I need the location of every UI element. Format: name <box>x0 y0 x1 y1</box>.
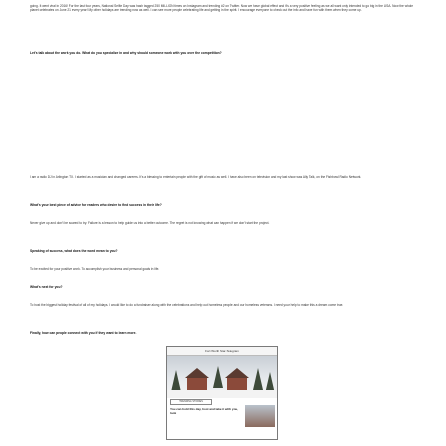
roof-shape <box>225 368 249 378</box>
tree-icon <box>253 368 263 390</box>
answer-advice: Never give up and don't be scared to try. Failure is a lesson to help guide us into a better outcome. The regret is not knowing what can happen if we don't start the project. <box>30 221 270 225</box>
intro-paragraph: going. It went viral in 2016! For the last four years, National Selfie Day was hash tagged 250 MILLION times on Instagram and trending #2 on Twitter. Now we have global effect and it's a very positive feeling as we all want only intended to go big in the USA. Now the whole planet celebrates on June 21 every year! My other holidays are trending now as well. I can see more people celebrating life and getting in the spirit. I encourage everyone to check out the info and have fun with them when they come up. <box>30 4 414 13</box>
question-specialize: Let's talk about the work you do. What do you specialize in and why should someone work with you over the competition? <box>30 51 222 55</box>
news-header: Fort Worth Star-Telegram <box>167 347 277 356</box>
answer-success: To be excited for your positive work. To accomplish your business and personal goals in life. <box>30 267 160 271</box>
roof-shape <box>185 368 209 378</box>
answer-radio-dj: I am a radio DJ in Arlington TX. I started as a musician and changed careers. It's a blessing to entertain people with the gift of music as well. I have also been on television and my last show was Ally Talk, on the Fishbowl Radio Network. <box>30 175 362 179</box>
news-meta <box>170 399 212 405</box>
news-photo <box>167 356 277 398</box>
question-success: Speaking of success, what does the word mean to you? <box>30 249 118 253</box>
snow-ground <box>167 390 277 398</box>
news-caption: You can hold this day, host and take it with you, look <box>170 407 239 415</box>
news-thumbnail <box>245 405 275 427</box>
answer-whats-next: To host the biggest holiday festival of all of my holidays. I would like to do a fundraiser along with the celebrations and help out homeless people and our homeless veterans. I need your help to make this a dream come true. <box>30 303 344 307</box>
tree-icon <box>171 370 181 392</box>
question-advice: What's your best piece of advice for readers who desire to find success in their life? <box>30 203 162 207</box>
question-connect: Finally, how can people connect with you if they want to learn more. <box>30 331 137 335</box>
tree-icon <box>213 366 223 388</box>
question-whats-next: What's next for you? <box>30 285 63 289</box>
trending-tag: TRENDING STORIES <box>170 399 212 405</box>
news-screenshot <box>166 346 278 440</box>
